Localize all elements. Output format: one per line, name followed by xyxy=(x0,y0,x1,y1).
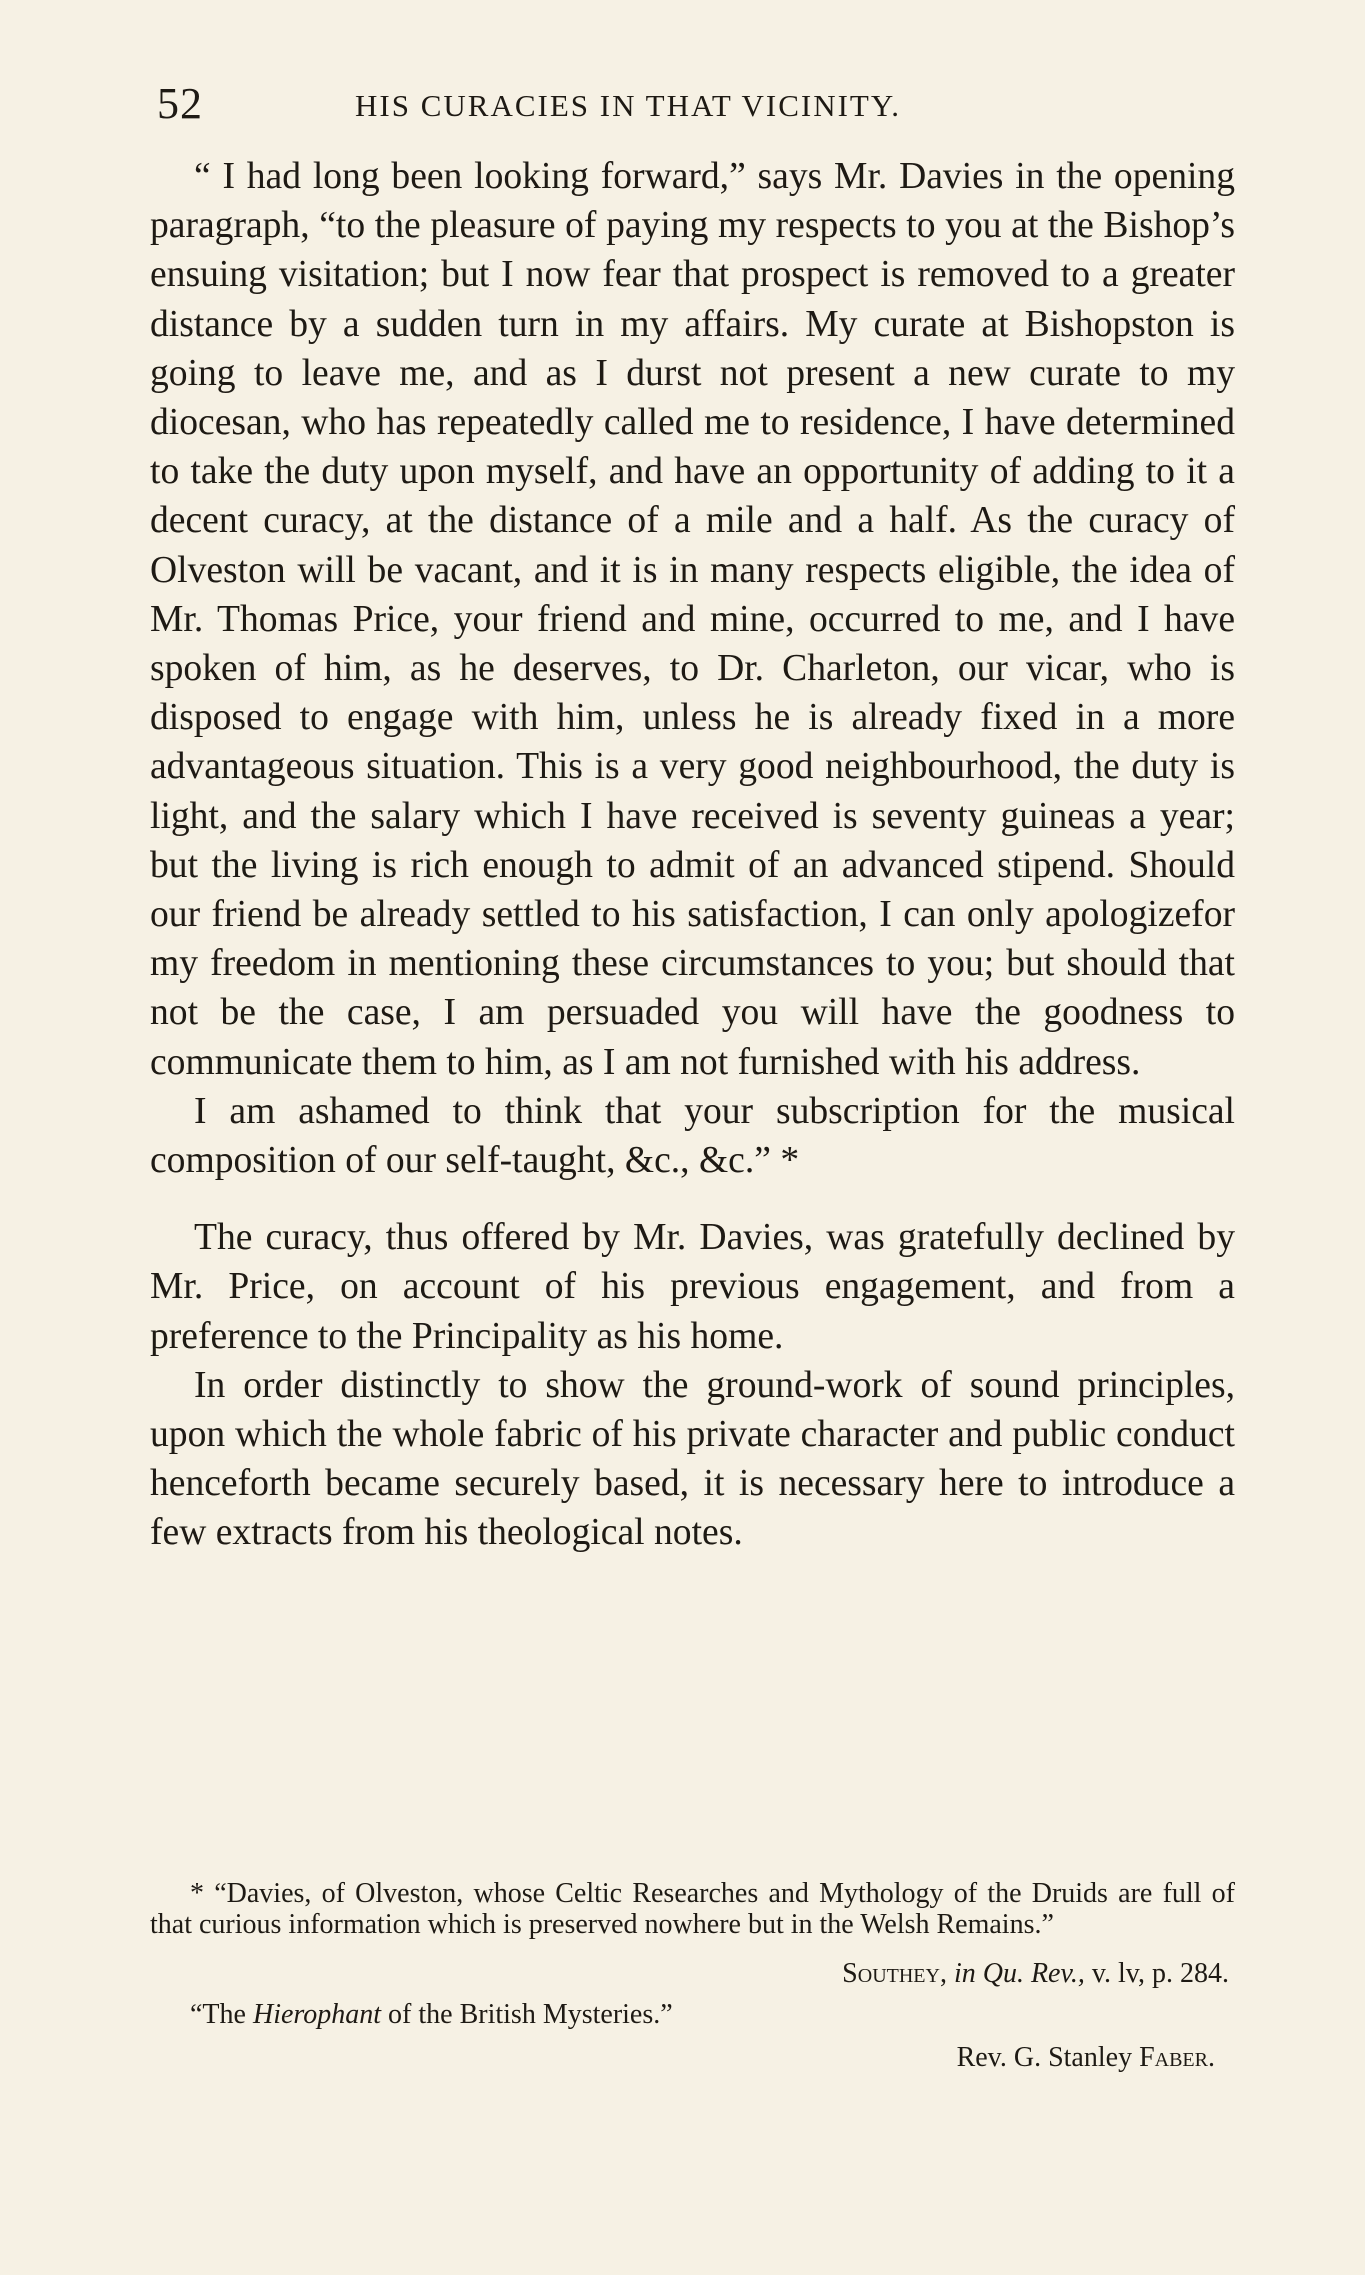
paragraph-curacy-declined: The curacy, thus offered by Mr. Davies, was gratefully declined by Mr. Price, on account of his previous engagement, and from a preference to the Principality as his home. xyxy=(150,1217,1235,1357)
footnote xyxy=(150,1878,1235,2073)
quote-open: “The xyxy=(190,1999,246,2030)
running-title: HIS CURACIES IN THAT VICINITY. xyxy=(355,88,901,123)
page-number: 52 xyxy=(157,79,203,128)
paragraph-letter: “ I had long been looking forward,” says Mr. Davies in the opening paragraph, “to the pleasure of paying my respects to you at the Bishop’s ensuing visitation; but I now fear that prospect is removed to a greater distance by a sudden turn in my affairs. My curate at Bishopston is going to leave me, and as I durst not present a new curate to my diocesan, who has repeatedly called me to residence, I have determined to take the duty upon myself, and have an opportunity of adding to it a decent curacy, at the distance of a mile and a half. As the curacy of Olveston will be vacant, and it is in many respects eligible, the idea of Mr. Thomas Price, your friend and mine, occurred to me, and I have spoken of him, as he deserves, to Dr. Charleton, our vicar, who is disposed to engage with him, unless he is already fixed in a more advantageous situation. This is a very good neighbourhood, the duty is light, and the salary which I have received is seventy guineas a year; but the living is rich enough to admit of an advanced stipend. Should our friend be already settled to his satisfaction, I can only apologizefor my freedom in mentioning these circumstances to you; but should that not be the case, I am persuaded you will have the goodness to communicate them to him, as I am not furnished with his address. xyxy=(150,156,1235,1083)
book-page xyxy=(150,70,1235,1558)
attribution-ref: v. lv, p. 284. xyxy=(1091,1958,1229,1989)
attribution-author: Southey, xyxy=(842,1958,947,1989)
quote-italic: Hierophant xyxy=(252,1999,382,2030)
footnote-attribution-faber xyxy=(150,2042,1235,2073)
body-text xyxy=(150,152,1235,1558)
attribution-source: in Qu. Rev., xyxy=(953,1958,1085,1989)
attribution-prefix: Rev. G. Stanley xyxy=(956,2042,1133,2073)
paragraph-letter-end: I am ashamed to think that your subscription for the musical composition of our self-taught, &c., &c.” * xyxy=(150,1090,1235,1182)
footnote-quote xyxy=(150,1999,1235,2030)
running-head xyxy=(150,70,1235,140)
footnote-attribution-southey xyxy=(150,1958,1235,1989)
paragraph-theological-notes: In order distinctly to show the ground-work of sound principles, upon which the whole fabric of his private character and public conduct henceforth became securely based, it is necessary here to introduce a few extracts from his theological notes. xyxy=(150,1364,1235,1554)
attribution-name: Faber. xyxy=(1139,2042,1215,2073)
quote-rest: of the British Mysteries.” xyxy=(388,1999,673,2030)
footnote-text: * “Davies, of Olveston, whose Celtic Researches and Mythology of the Druids are full of that curious information which is preserved nowhere but in the Welsh Remains.” xyxy=(150,1878,1235,1940)
